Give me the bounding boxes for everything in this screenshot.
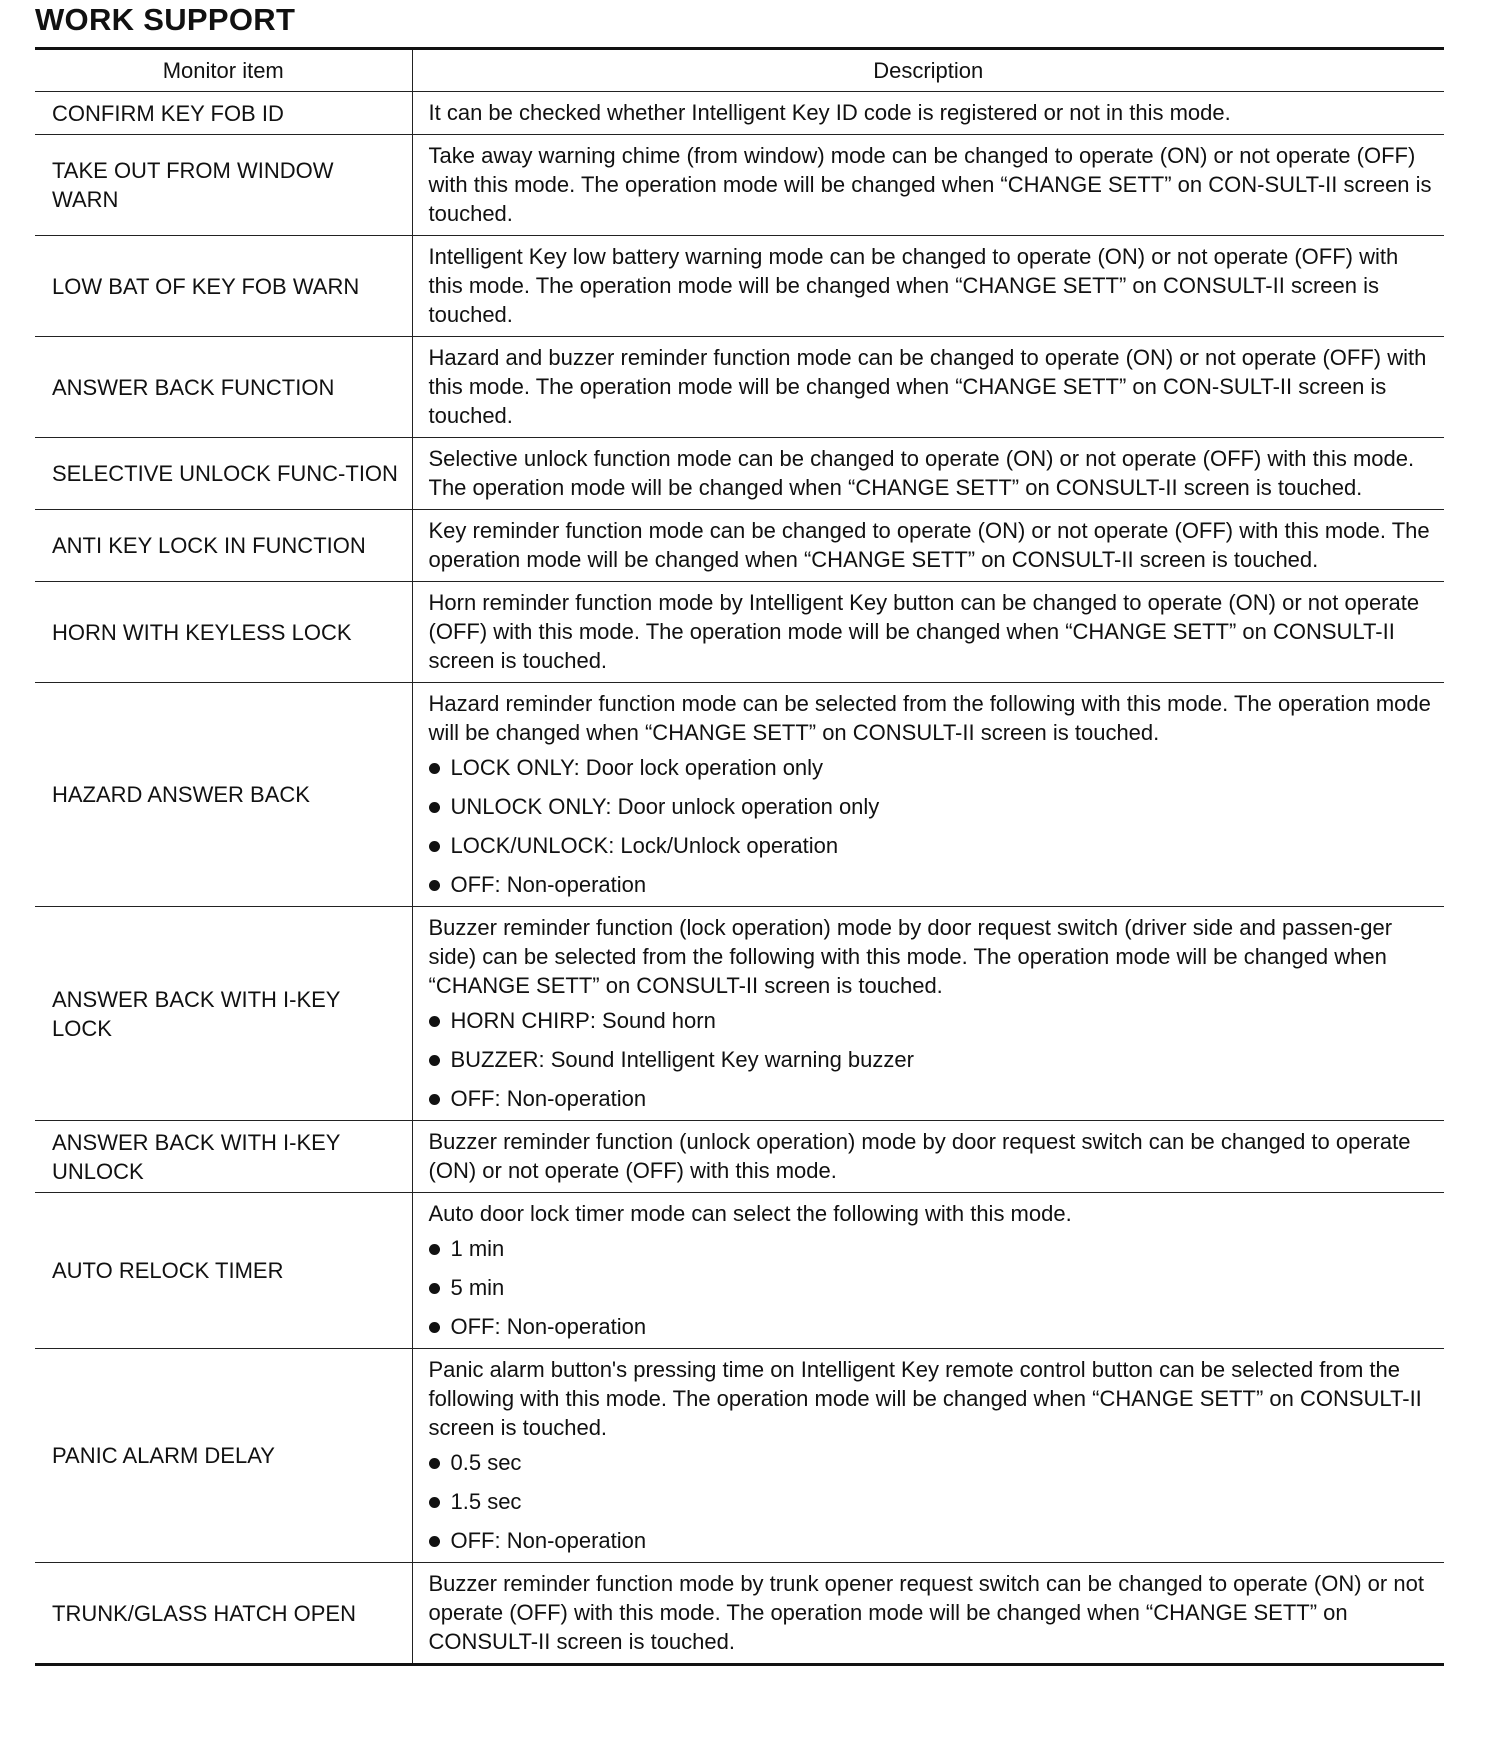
table-row xyxy=(35,438,1444,510)
description-cell xyxy=(412,683,1444,907)
option-list-item xyxy=(429,1234,1433,1263)
option-list xyxy=(429,1006,1433,1113)
bullet-icon xyxy=(429,1322,440,1333)
bullet-icon xyxy=(429,1283,440,1294)
work-support-table-container xyxy=(35,47,1444,1666)
description-text: Hazard and buzzer reminder function mode can be changed to operate (ON) or not operate (OFF) with this mode. The operation mode will be changed when “CHANGE SETT” on CON-SULT-II screen is touched. xyxy=(428,345,1427,428)
table-body xyxy=(35,92,1444,1665)
table-row xyxy=(35,907,1444,1121)
description-text: Intelligent Key low battery warning mode can be changed to operate (ON) or not operate (OFF) with this mode. The operation mode will be changed when “CHANGE SETT” on CONSULT-II screen is touched. xyxy=(428,244,1399,327)
description-text: Buzzer reminder function (lock operation) mode by door request switch (driver side and passen-ger side) can be selected from the following with this mode. The operation mode will be changed when “CHANGE SETT” on CONSULT-II screen is touched. xyxy=(428,915,1393,998)
description-cell xyxy=(412,907,1444,1121)
bullet-icon xyxy=(429,1094,440,1105)
description-text: Buzzer reminder function mode by trunk opener request switch can be changed to operate (ON) or not operate (OFF) with this mode. The operation mode will be changed when “CHANGE SETT” on CONSULT-II screen is touched. xyxy=(428,1571,1424,1654)
description-cell xyxy=(412,135,1444,236)
monitor-item-cell: LOW BAT OF KEY FOB WARN xyxy=(35,236,412,337)
option-text: LOCK/UNLOCK: Lock/Unlock operation xyxy=(450,833,839,858)
work-support-table xyxy=(35,47,1444,1666)
option-list xyxy=(429,1234,1433,1341)
description-cell xyxy=(412,1121,1444,1193)
description-text: Buzzer reminder function (unlock operation) mode by door request switch can be changed to operate (ON) or not operate (OFF) with this mode. xyxy=(428,1129,1411,1183)
column-header-monitor-item: Monitor item xyxy=(35,49,412,92)
option-text: OFF: Non-operation xyxy=(450,1086,647,1111)
option-list xyxy=(429,753,1433,899)
description-text: Selective unlock function mode can be changed to operate (ON) or not operate (OFF) with this mode. The operation mode will be changed when “CHANGE SETT” on CONSULT-II screen is touched. xyxy=(428,446,1415,500)
description-cell xyxy=(412,92,1444,135)
description-text: Horn reminder function mode by Intelligent Key button can be changed to operate (ON) or not operate (OFF) with this mode. The operation mode will be changed when “CHANGE SETT” on CONSULT-II screen is touched. xyxy=(428,590,1420,673)
monitor-item-cell: ANTI KEY LOCK IN FUNCTION xyxy=(35,510,412,582)
bullet-icon xyxy=(429,1055,440,1066)
description-cell xyxy=(412,1193,1444,1349)
table-row xyxy=(35,582,1444,683)
description-text: Hazard reminder function mode can be selected from the following with this mode. The operation mode will be changed when “CHANGE SETT” on CONSULT-II screen is touched. xyxy=(428,691,1431,745)
description-cell xyxy=(412,1563,1444,1665)
table-row xyxy=(35,1349,1444,1563)
monitor-item-cell: SELECTIVE UNLOCK FUNC-TION xyxy=(35,438,412,510)
option-text: UNLOCK ONLY: Door unlock operation only xyxy=(450,794,880,819)
table-row xyxy=(35,92,1444,135)
option-list-item xyxy=(429,1312,1433,1341)
option-list-item xyxy=(429,1006,1433,1035)
option-list-item xyxy=(429,753,1433,782)
monitor-item-cell: ANSWER BACK FUNCTION xyxy=(35,337,412,438)
table-header-row xyxy=(35,49,1444,92)
bullet-icon xyxy=(429,1244,440,1255)
column-header-description: Description xyxy=(412,49,1444,92)
option-list-item xyxy=(429,1045,1433,1074)
monitor-item-cell: TRUNK/GLASS HATCH OPEN xyxy=(35,1563,412,1665)
option-text: 1.5 sec xyxy=(450,1489,522,1514)
description-cell xyxy=(412,510,1444,582)
option-list-item xyxy=(429,1448,1433,1477)
option-list-item xyxy=(429,1487,1433,1516)
bullet-icon xyxy=(429,841,440,852)
option-text: 1 min xyxy=(450,1236,505,1261)
table-row xyxy=(35,683,1444,907)
monitor-item-cell: HORN WITH KEYLESS LOCK xyxy=(35,582,412,683)
description-text: Panic alarm button's pressing time on Intelligent Key remote control button can be selected from the following with this mode. The operation mode will be changed when “CHANGE SETT” on CONSULT-II screen is touched. xyxy=(428,1357,1422,1440)
description-cell xyxy=(412,582,1444,683)
option-list-item xyxy=(429,1526,1433,1555)
bullet-icon xyxy=(429,880,440,891)
option-text: OFF: Non-operation xyxy=(450,1528,647,1553)
table-row xyxy=(35,510,1444,582)
bullet-icon xyxy=(429,1497,440,1508)
monitor-item-cell: TAKE OUT FROM WINDOW WARN xyxy=(35,135,412,236)
monitor-item-cell: AUTO RELOCK TIMER xyxy=(35,1193,412,1349)
description-text: Key reminder function mode can be changed to operate (ON) or not operate (OFF) with this mode. The operation mode will be changed when “CHANGE SETT” on CONSULT-II screen is touched. xyxy=(428,518,1430,572)
monitor-item-cell: CONFIRM KEY FOB ID xyxy=(35,92,412,135)
option-text: OFF: Non-operation xyxy=(450,872,647,897)
description-text: Take away warning chime (from window) mode can be changed to operate (ON) or not operate (OFF) with this mode. The operation mode will be changed when “CHANGE SETT” on CON-SULT-II screen is touched. xyxy=(428,143,1432,226)
table-row xyxy=(35,1563,1444,1665)
bullet-icon xyxy=(429,802,440,813)
option-text: 0.5 sec xyxy=(450,1450,522,1475)
option-text: LOCK ONLY: Door lock operation only xyxy=(450,755,824,780)
option-list-item xyxy=(429,870,1433,899)
option-text: HORN CHIRP: Sound horn xyxy=(450,1008,716,1033)
bullet-icon xyxy=(429,763,440,774)
description-text: It can be checked whether Intelligent Key ID code is registered or not in this mode. xyxy=(428,100,1231,125)
table-row xyxy=(35,337,1444,438)
table-row xyxy=(35,236,1444,337)
option-text: BUZZER: Sound Intelligent Key warning buzzer xyxy=(450,1047,914,1072)
option-list-item xyxy=(429,792,1433,821)
table-row xyxy=(35,135,1444,236)
bullet-icon xyxy=(429,1016,440,1027)
description-cell xyxy=(412,438,1444,510)
option-text: 5 min xyxy=(450,1275,505,1300)
monitor-item-cell: HAZARD ANSWER BACK xyxy=(35,683,412,907)
bullet-icon xyxy=(429,1458,440,1469)
description-cell xyxy=(412,337,1444,438)
description-cell xyxy=(412,1349,1444,1563)
monitor-item-cell: ANSWER BACK WITH I-KEY UNLOCK xyxy=(35,1121,412,1193)
option-list xyxy=(429,1448,1433,1555)
option-list-item xyxy=(429,831,1433,860)
option-list-item xyxy=(429,1084,1433,1113)
bullet-icon xyxy=(429,1536,440,1547)
option-text: OFF: Non-operation xyxy=(450,1314,647,1339)
table-row xyxy=(35,1193,1444,1349)
monitor-item-cell: ANSWER BACK WITH I-KEY LOCK xyxy=(35,907,412,1121)
monitor-item-cell: PANIC ALARM DELAY xyxy=(35,1349,412,1563)
description-cell xyxy=(412,236,1444,337)
table-row xyxy=(35,1121,1444,1193)
description-text: Auto door lock timer mode can select the following with this mode. xyxy=(428,1201,1072,1226)
option-list-item xyxy=(429,1273,1433,1302)
page-title: WORK SUPPORT xyxy=(35,2,296,37)
